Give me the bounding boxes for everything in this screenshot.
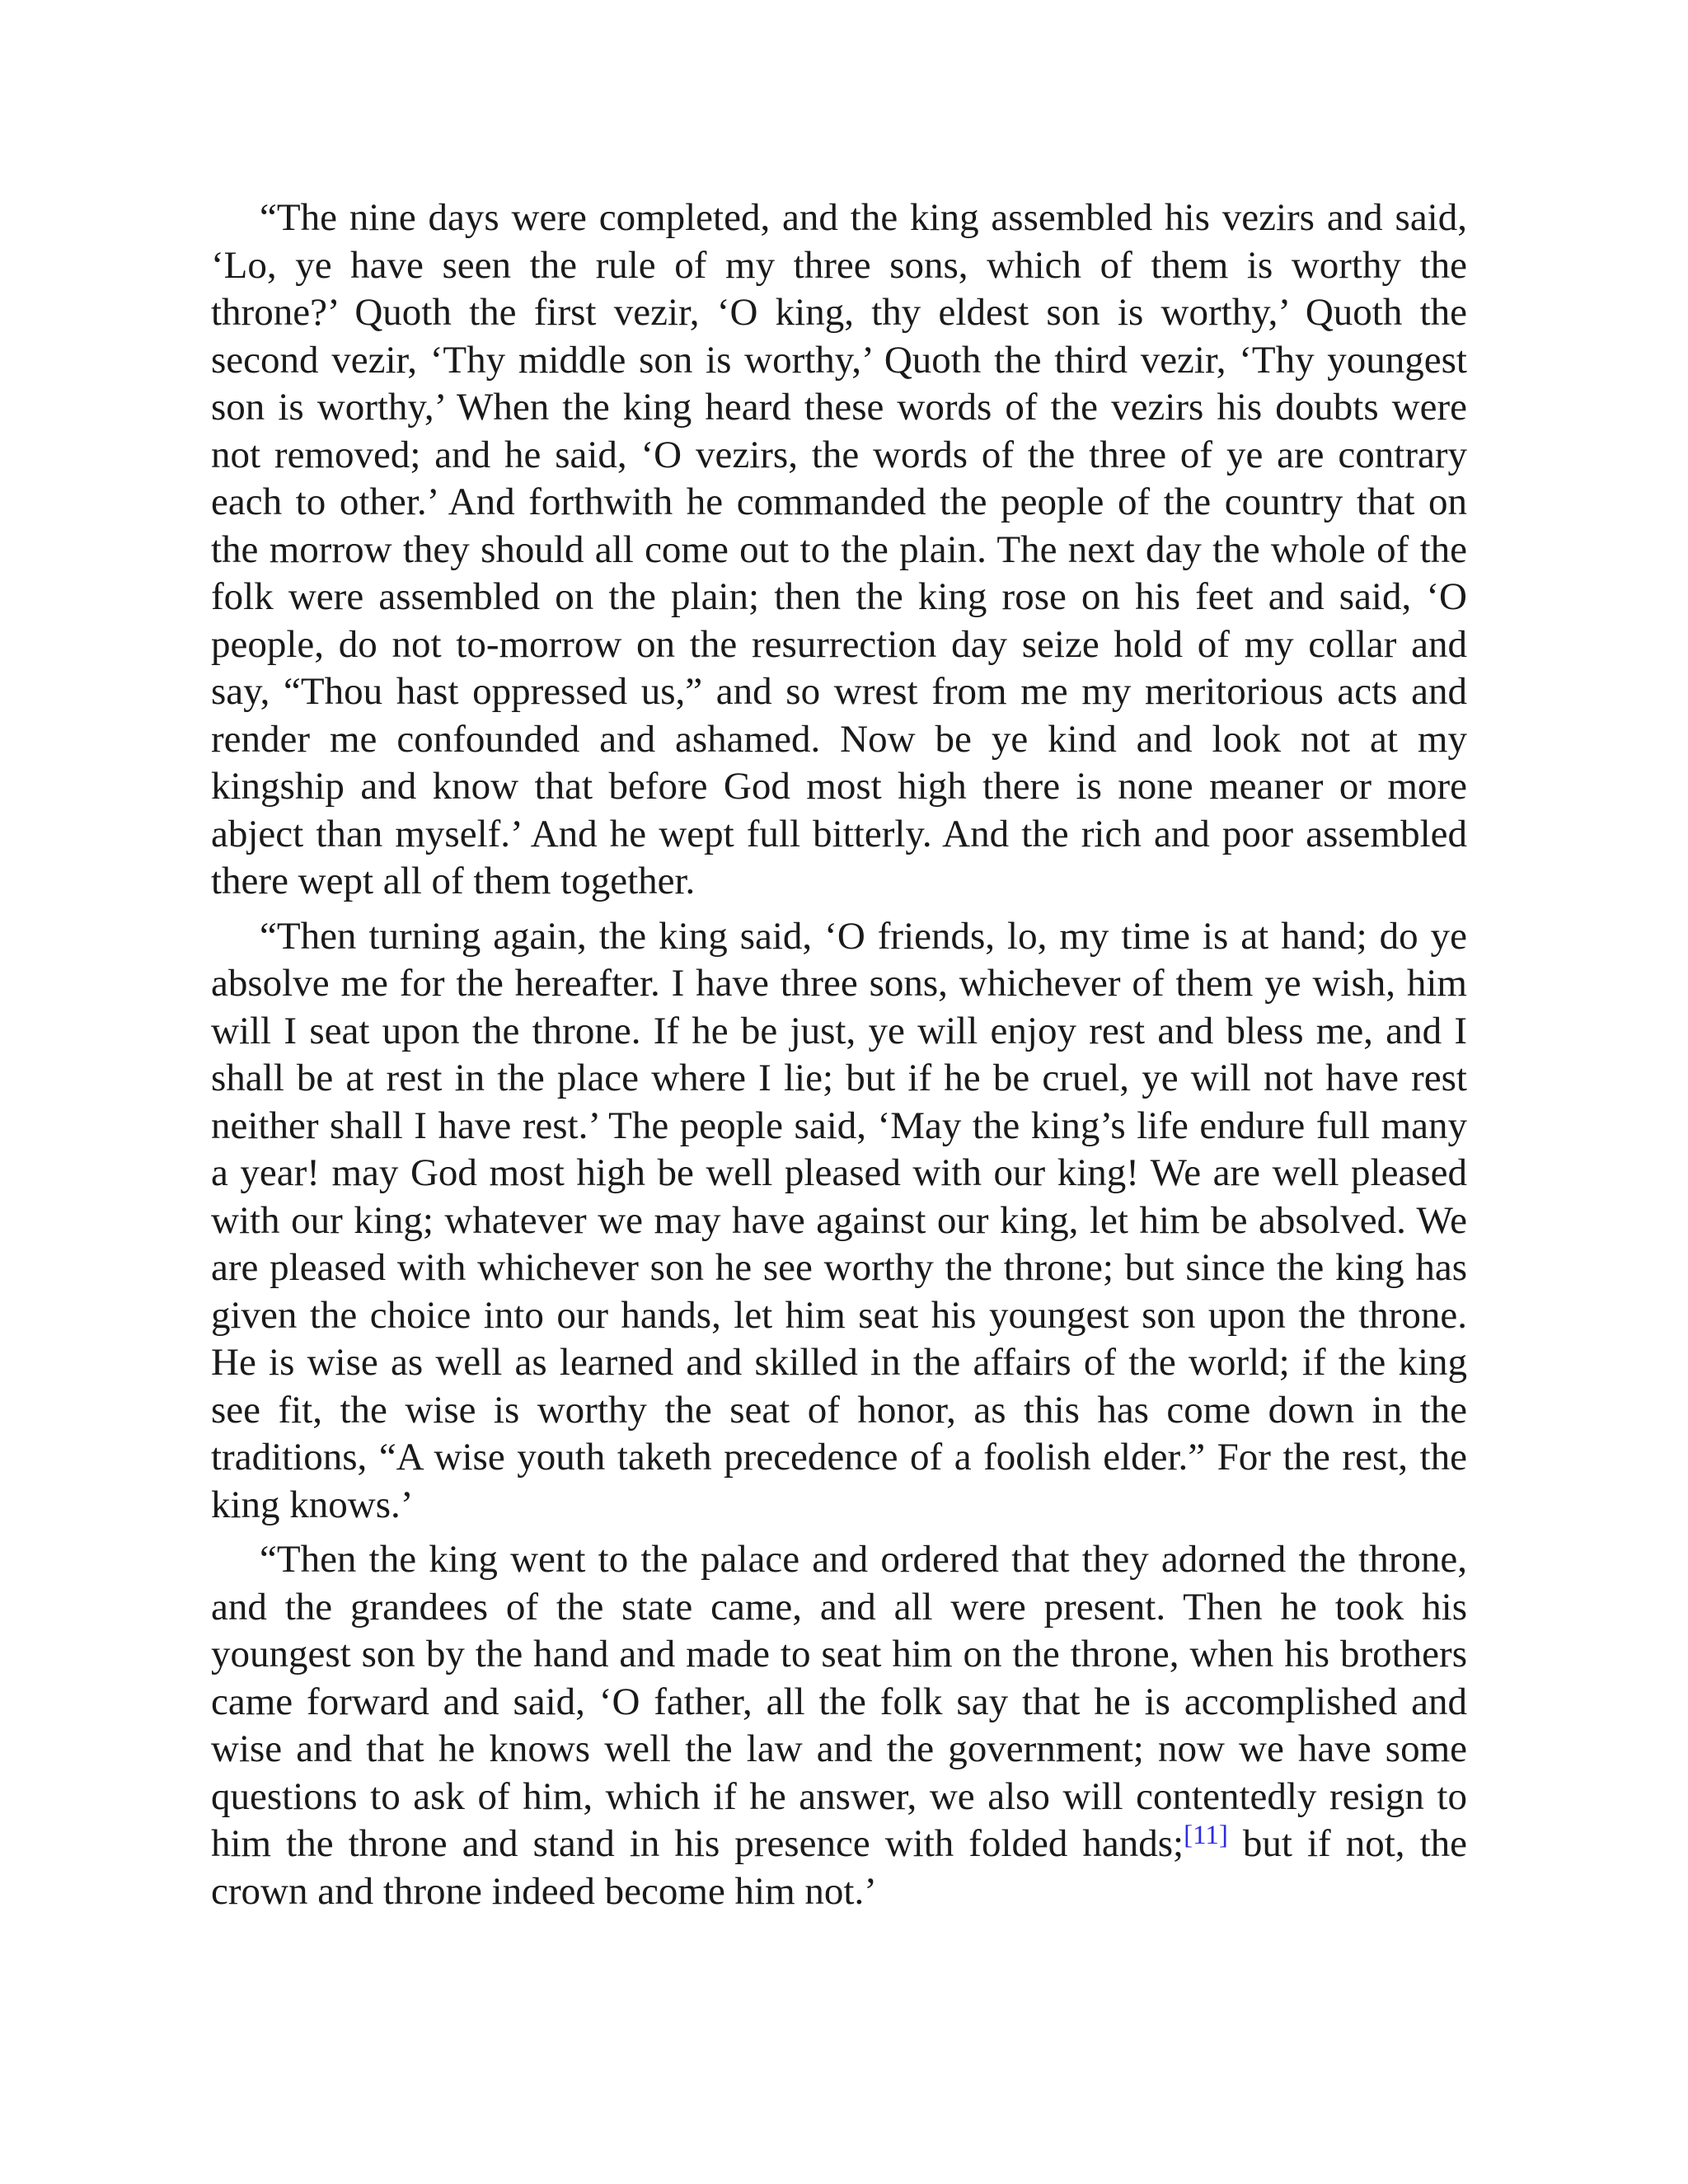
paragraph: “Then turning again, the king said, ‘O friends, lo, my time is at hand; do ye absolve me for the hereafter. I have three sons, whichever of them ye wish, him will I seat upon the throne. If he be just, ye will enjoy rest and bless me, and I shall be at rest in the place where I lie; but if he be cruel, ye will not have rest neither shall I have rest.’ The people said, ‘May the king’s life endure full many a year! may God most high be well pleased with our king! We are well pleased with our king; whatever we may have against our king, let him be absolved. We are pleased with whichever son he see worthy the throne; but since the king has given the choice into our hands, let him seat his youngest son upon the throne. He is wise as well as learned and skilled in the affairs of the world; if the king see fit, the wise is worthy the seat of honor, as this has come down in the traditions, “A wise youth taketh precedence of a foolish elder.” For the rest, the king knows.’ (211, 914, 1467, 1526)
paragraph (211, 1536, 1467, 1915)
paragraph: “The nine days were completed, and the king assembled his vezirs and said, ‘Lo, ye have seen the rule of my three sons, which of them is worthy the throne?’ Quoth the first vezir, ‘O king, thy eldest son is worthy,’ Quoth the second vezir, ‘Thy middle son is worthy,’ Quoth the third vezir, ‘Thy youngest son is worthy,’ When the king heard these words of the vezirs his doubts were not removed; and he said, ‘O vezirs, the words of the three of ye are contrary each to other.’ And forthwith he commanded the people of the country that on the morrow they should all come out to the plain. The next day the whole of the folk were assembled on the plain; then the king rose on his feet and said, ‘O people, do not to-morrow on the resurrection day seize hold of my collar and say, “Thou hast oppressed us,” and so wrest from me my meritorious acts and render me confounded and ashamed. Now be ye kind and look not at my kingship and know that before God most high there is none meaner or more abject than myself.’ And he wept full bitterly. And the rich and poor assembled there wept all of them together. (211, 196, 1467, 902)
document-page (211, 194, 1467, 1923)
paragraph-text: “Then the king went to the palace and ordered that they adorned the throne, and the grandees of the state came, and all were present. Then he took his youngest son by the hand and made to seat him on the throne, when his brothers came forward and said, ‘O father, all the folk say that he is accomplished and wise and that he knows well the law and the government; now we have some questions to ask of him, which if he answer, we also will contentedly resign to him the throne and stand in his presence with folded hands; (211, 1538, 1467, 1865)
footnote-link[interactable]: [11] (1184, 1821, 1228, 1850)
paragraph-text: but if not, the crown and throne indeed become him not.’ (211, 1822, 1467, 1913)
